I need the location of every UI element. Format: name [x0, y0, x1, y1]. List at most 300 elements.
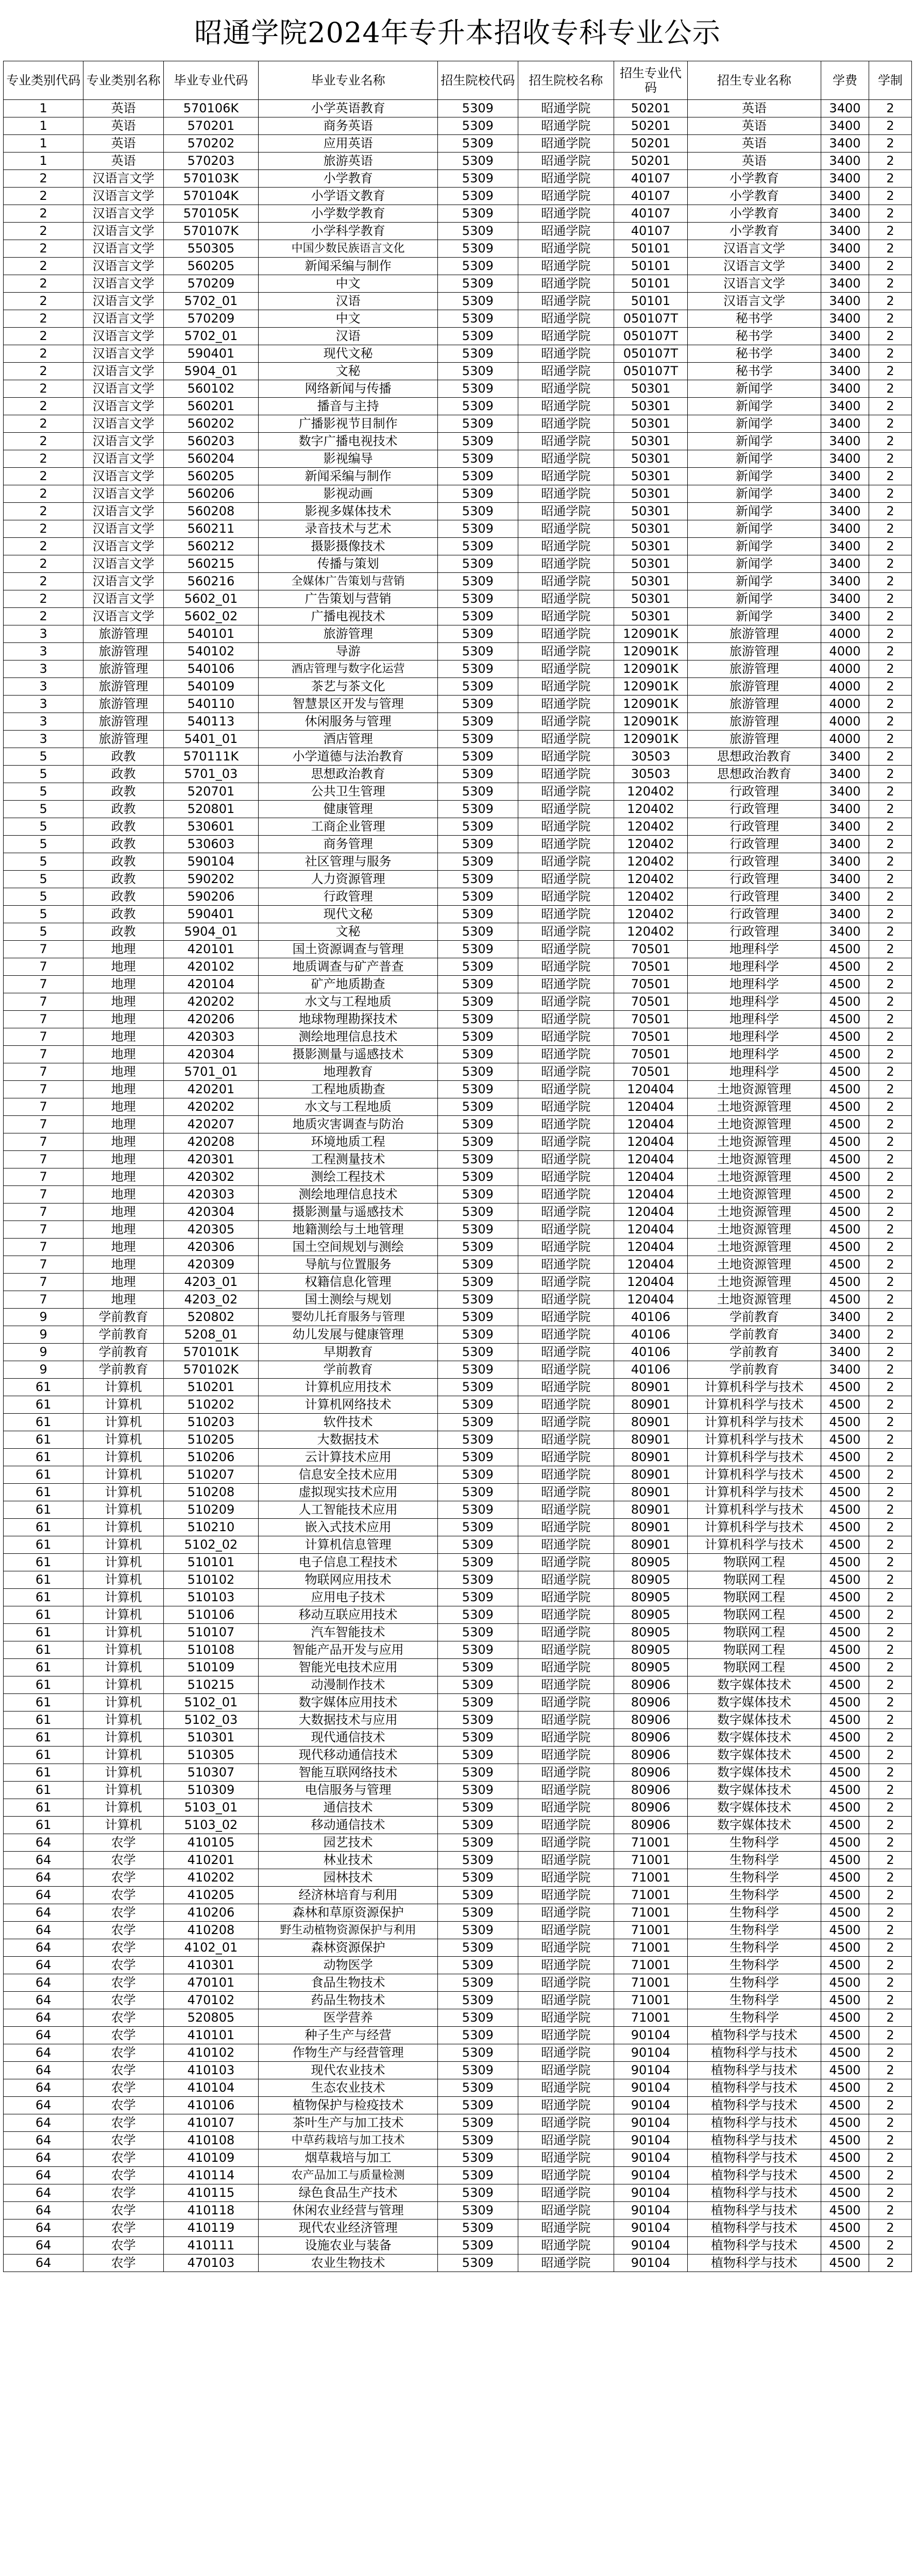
- column-header-category-code: 专业类别代码: [4, 61, 83, 100]
- cell-enroll-major-name: 新闻学: [687, 485, 821, 503]
- cell-category-code: 7: [4, 1063, 83, 1081]
- cell-enroll-major-name: 思想政治教育: [687, 748, 821, 766]
- cell-graduate-major-code: 550305: [163, 240, 258, 258]
- cell-duration: 2: [869, 766, 912, 783]
- cell-duration: 2: [869, 731, 912, 748]
- cell-school-code: 5309: [438, 117, 518, 135]
- cell-enroll-major-name: 新闻学: [687, 380, 821, 398]
- cell-graduate-major-name: 汉语: [259, 293, 438, 310]
- cell-tuition: 3400: [821, 503, 869, 520]
- cell-category-name: 汉语言文学: [83, 555, 163, 573]
- cell-category-code: 5: [4, 818, 83, 836]
- cell-duration: 2: [869, 1641, 912, 1659]
- cell-duration: 2: [869, 1326, 912, 1344]
- cell-category-code: 61: [4, 1747, 83, 1764]
- cell-category-name: 地理: [83, 1133, 163, 1151]
- cell-enroll-major-name: 计算机科学与技术: [687, 1466, 821, 1484]
- cell-school-name: 昭通学院: [518, 731, 614, 748]
- cell-category-code: 61: [4, 1641, 83, 1659]
- cell-tuition: 3400: [821, 818, 869, 836]
- cell-duration: 2: [869, 503, 912, 520]
- table-row: [4, 468, 912, 485]
- cell-school-code: 5309: [438, 1291, 518, 1309]
- cell-enroll-major-name: 植物科学与技术: [687, 2079, 821, 2097]
- cell-category-name: 农学: [83, 1869, 163, 1887]
- table-row: [4, 503, 912, 520]
- cell-enroll-major-code: 50301: [614, 450, 687, 468]
- table-row: [4, 1939, 912, 1957]
- cell-category-name: 旅游管理: [83, 713, 163, 731]
- cell-duration: 2: [869, 450, 912, 468]
- cell-category-name: 农学: [83, 2132, 163, 2149]
- cell-enroll-major-code: 120901K: [614, 696, 687, 713]
- table-row: [4, 1887, 912, 1904]
- cell-school-code: 5309: [438, 1414, 518, 1431]
- cell-school-code: 5309: [438, 2062, 518, 2079]
- cell-enroll-major-code: 90104: [614, 2202, 687, 2219]
- cell-category-name: 地理: [83, 1256, 163, 1274]
- cell-graduate-major-name: 生态农业技术: [259, 2079, 438, 2097]
- cell-school-name: 昭通学院: [518, 1519, 614, 1536]
- cell-category-code: 64: [4, 2009, 83, 2027]
- cell-school-name: 昭通学院: [518, 1711, 614, 1729]
- cell-school-code: 5309: [438, 433, 518, 450]
- table-header-row: [4, 61, 912, 100]
- table-row: [4, 1571, 912, 1589]
- cell-school-code: 5309: [438, 380, 518, 398]
- cell-enroll-major-name: 植物科学与技术: [687, 2184, 821, 2202]
- cell-school-name: 昭通学院: [518, 906, 614, 923]
- cell-category-code: 7: [4, 1028, 83, 1046]
- table-row: [4, 818, 912, 836]
- table-row: [4, 801, 912, 818]
- cell-school-code: 5309: [438, 100, 518, 117]
- cell-graduate-major-name: 嵌入式技术应用: [259, 1519, 438, 1536]
- cell-enroll-major-code: 80905: [614, 1624, 687, 1641]
- cell-category-code: 61: [4, 1676, 83, 1694]
- cell-duration: 2: [869, 1309, 912, 1326]
- cell-category-name: 计算机: [83, 1659, 163, 1676]
- cell-graduate-major-name: 植物保护与检疫技术: [259, 2097, 438, 2114]
- cell-graduate-major-name: 全媒体广告策划与营销: [259, 573, 438, 590]
- cell-enroll-major-name: 物联网工程: [687, 1659, 821, 1676]
- cell-enroll-major-name: 地理科学: [687, 1063, 821, 1081]
- cell-graduate-major-code: 5602_02: [163, 608, 258, 625]
- cell-enroll-major-name: 植物科学与技术: [687, 2149, 821, 2167]
- cell-duration: 2: [869, 117, 912, 135]
- table-row: [4, 363, 912, 380]
- table-row: [4, 100, 912, 117]
- cell-tuition: 3400: [821, 258, 869, 275]
- cell-enroll-major-name: 学前教育: [687, 1344, 821, 1361]
- cell-enroll-major-name: 植物科学与技术: [687, 2062, 821, 2079]
- cell-school-code: 5309: [438, 1992, 518, 2009]
- cell-graduate-major-name: 汽车智能技术: [259, 1624, 438, 1641]
- cell-tuition: 3400: [821, 923, 869, 941]
- cell-graduate-major-name: 测绘工程技术: [259, 1168, 438, 1186]
- cell-graduate-major-name: 软件技术: [259, 1414, 438, 1431]
- cell-enroll-major-name: 土地资源管理: [687, 1204, 821, 1221]
- cell-enroll-major-code: 50301: [614, 468, 687, 485]
- cell-tuition: 4500: [821, 1501, 869, 1519]
- cell-school-code: 5309: [438, 748, 518, 766]
- cell-enroll-major-code: 80906: [614, 1747, 687, 1764]
- cell-school-code: 5309: [438, 1116, 518, 1133]
- cell-school-name: 昭通学院: [518, 1676, 614, 1694]
- cell-graduate-major-name: 行政管理: [259, 888, 438, 906]
- cell-school-name: 昭通学院: [518, 1151, 614, 1168]
- cell-graduate-major-name: 茶艺与茶文化: [259, 678, 438, 696]
- cell-category-code: 64: [4, 2184, 83, 2202]
- table-row: [4, 1922, 912, 1939]
- cell-graduate-major-name: 电子信息工程技术: [259, 1554, 438, 1571]
- cell-category-name: 英语: [83, 100, 163, 117]
- cell-graduate-major-code: 560102: [163, 380, 258, 398]
- cell-category-name: 农学: [83, 1904, 163, 1922]
- cell-category-name: 农学: [83, 2114, 163, 2132]
- cell-duration: 2: [869, 871, 912, 888]
- cell-category-name: 政教: [83, 906, 163, 923]
- cell-graduate-major-code: 510201: [163, 1379, 258, 1396]
- cell-enroll-major-code: 71001: [614, 1904, 687, 1922]
- cell-tuition: 4000: [821, 713, 869, 731]
- cell-enroll-major-name: 计算机科学与技术: [687, 1501, 821, 1519]
- cell-category-name: 汉语言文学: [83, 450, 163, 468]
- cell-duration: 2: [869, 1379, 912, 1396]
- cell-graduate-major-code: 590104: [163, 853, 258, 871]
- cell-graduate-major-name: 智能光电技术应用: [259, 1659, 438, 1676]
- cell-category-name: 政教: [83, 923, 163, 941]
- cell-tuition: 4500: [821, 1028, 869, 1046]
- cell-category-code: 2: [4, 293, 83, 310]
- table-row: [4, 310, 912, 328]
- cell-tuition: 3400: [821, 152, 869, 170]
- cell-category-code: 61: [4, 1729, 83, 1747]
- cell-duration: 2: [869, 1694, 912, 1711]
- cell-graduate-major-name: 影视动画: [259, 485, 438, 503]
- cell-school-name: 昭通学院: [518, 117, 614, 135]
- cell-enroll-major-code: 050107T: [614, 310, 687, 328]
- cell-duration: 2: [869, 608, 912, 625]
- cell-graduate-major-code: 420304: [163, 1204, 258, 1221]
- cell-enroll-major-name: 数字媒体技术: [687, 1747, 821, 1764]
- cell-tuition: 4500: [821, 2184, 869, 2202]
- table-row: [4, 433, 912, 450]
- cell-graduate-major-code: 570111K: [163, 748, 258, 766]
- cell-enroll-major-code: 80901: [614, 1519, 687, 1536]
- cell-school-code: 5309: [438, 1887, 518, 1904]
- cell-graduate-major-code: 5208_01: [163, 1326, 258, 1344]
- cell-category-code: 2: [4, 223, 83, 240]
- cell-graduate-major-code: 5102_03: [163, 1711, 258, 1729]
- cell-tuition: 4500: [821, 2097, 869, 2114]
- cell-graduate-major-code: 510107: [163, 1624, 258, 1641]
- cell-school-code: 5309: [438, 1326, 518, 1344]
- cell-enroll-major-name: 小学教育: [687, 205, 821, 223]
- cell-graduate-major-name: 商务英语: [259, 117, 438, 135]
- cell-category-name: 计算机: [83, 1431, 163, 1449]
- cell-duration: 2: [869, 1571, 912, 1589]
- cell-duration: 2: [869, 398, 912, 415]
- cell-tuition: 4500: [821, 1659, 869, 1676]
- cell-tuition: 4500: [821, 1396, 869, 1414]
- cell-enroll-major-code: 70501: [614, 958, 687, 976]
- cell-enroll-major-code: 120404: [614, 1274, 687, 1291]
- cell-enroll-major-name: 秘书学: [687, 328, 821, 345]
- cell-graduate-major-name: 云计算技术应用: [259, 1449, 438, 1466]
- cell-graduate-major-name: 作物生产与经营管理: [259, 2044, 438, 2062]
- column-header-graduate-major-code: 毕业专业代码: [163, 61, 258, 100]
- cell-tuition: 4500: [821, 1204, 869, 1221]
- cell-tuition: 4500: [821, 2062, 869, 2079]
- table-row: [4, 2027, 912, 2044]
- cell-school-code: 5309: [438, 1939, 518, 1957]
- cell-category-name: 政教: [83, 888, 163, 906]
- cell-school-code: 5309: [438, 1274, 518, 1291]
- cell-graduate-major-name: 水文与工程地质: [259, 1098, 438, 1116]
- cell-school-name: 昭通学院: [518, 2044, 614, 2062]
- cell-graduate-major-name: 通信技术: [259, 1799, 438, 1817]
- cell-school-code: 5309: [438, 2132, 518, 2149]
- cell-graduate-major-code: 420306: [163, 1239, 258, 1256]
- cell-enroll-major-code: 90104: [614, 2149, 687, 2167]
- cell-category-name: 政教: [83, 783, 163, 801]
- column-header-enroll-major-name: 招生专业名称: [687, 61, 821, 100]
- cell-graduate-major-code: 5102_02: [163, 1536, 258, 1554]
- cell-graduate-major-code: 540109: [163, 678, 258, 696]
- cell-graduate-major-name: 动物医学: [259, 1957, 438, 1974]
- cell-school-name: 昭通学院: [518, 993, 614, 1011]
- cell-school-name: 昭通学院: [518, 1449, 614, 1466]
- cell-graduate-major-name: 地球物理勘探技术: [259, 1011, 438, 1028]
- cell-category-name: 汉语言文学: [83, 293, 163, 310]
- cell-duration: 2: [869, 2079, 912, 2097]
- cell-school-name: 昭通学院: [518, 625, 614, 643]
- cell-school-code: 5309: [438, 1396, 518, 1414]
- cell-duration: 2: [869, 643, 912, 660]
- cell-category-code: 5: [4, 766, 83, 783]
- cell-tuition: 4500: [821, 941, 869, 958]
- cell-duration: 2: [869, 853, 912, 871]
- cell-duration: 2: [869, 678, 912, 696]
- cell-school-name: 昭通学院: [518, 871, 614, 888]
- cell-graduate-major-name: 食品生物技术: [259, 1974, 438, 1992]
- cell-graduate-major-code: 470103: [163, 2255, 258, 2272]
- cell-school-code: 5309: [438, 1449, 518, 1466]
- cell-enroll-major-code: 120404: [614, 1186, 687, 1204]
- cell-tuition: 3400: [821, 853, 869, 871]
- cell-category-code: 2: [4, 415, 83, 433]
- cell-category-name: 农学: [83, 2184, 163, 2202]
- cell-category-name: 学前教育: [83, 1344, 163, 1361]
- cell-graduate-major-name: 摄影摄像技术: [259, 538, 438, 555]
- cell-enroll-major-code: 70501: [614, 976, 687, 993]
- cell-enroll-major-name: 土地资源管理: [687, 1098, 821, 1116]
- cell-enroll-major-code: 80901: [614, 1379, 687, 1396]
- cell-category-name: 旅游管理: [83, 625, 163, 643]
- cell-tuition: 3400: [821, 310, 869, 328]
- cell-enroll-major-code: 80906: [614, 1676, 687, 1694]
- cell-category-name: 农学: [83, 1922, 163, 1939]
- cell-duration: 2: [869, 2184, 912, 2202]
- cell-school-name: 昭通学院: [518, 1186, 614, 1204]
- cell-school-code: 5309: [438, 310, 518, 328]
- cell-tuition: 4500: [821, 1133, 869, 1151]
- cell-graduate-major-code: 510210: [163, 1519, 258, 1536]
- cell-enroll-major-code: 80905: [614, 1554, 687, 1571]
- cell-school-code: 5309: [438, 2184, 518, 2202]
- cell-graduate-major-code: 510102: [163, 1571, 258, 1589]
- cell-school-name: 昭通学院: [518, 1694, 614, 1711]
- cell-enroll-major-name: 旅游管理: [687, 696, 821, 713]
- table-row: [4, 1869, 912, 1887]
- cell-category-code: 3: [4, 660, 83, 678]
- cell-enroll-major-name: 新闻学: [687, 555, 821, 573]
- cell-category-code: 7: [4, 976, 83, 993]
- cell-graduate-major-name: 摄影测量与遥感技术: [259, 1204, 438, 1221]
- cell-graduate-major-code: 420101: [163, 941, 258, 958]
- cell-school-code: 5309: [438, 1729, 518, 1747]
- cell-school-name: 昭通学院: [518, 1869, 614, 1887]
- column-header-category-name: 专业类别名称: [83, 61, 163, 100]
- table-row: [4, 2062, 912, 2079]
- cell-graduate-major-name: 移动通信技术: [259, 1817, 438, 1834]
- cell-category-code: 64: [4, 1974, 83, 1992]
- cell-graduate-major-code: 410208: [163, 1922, 258, 1939]
- cell-tuition: 4500: [821, 2114, 869, 2132]
- cell-tuition: 3400: [821, 783, 869, 801]
- cell-tuition: 3400: [821, 573, 869, 590]
- cell-duration: 2: [869, 1501, 912, 1519]
- cell-tuition: 4500: [821, 1676, 869, 1694]
- cell-graduate-major-name: 矿产地质勘查: [259, 976, 438, 993]
- cell-category-name: 农学: [83, 2027, 163, 2044]
- cell-duration: 2: [869, 415, 912, 433]
- cell-graduate-major-name: 物联网应用技术: [259, 1571, 438, 1589]
- cell-tuition: 4500: [821, 1291, 869, 1309]
- cell-category-name: 汉语言文学: [83, 240, 163, 258]
- cell-enroll-major-name: 思想政治教育: [687, 766, 821, 783]
- cell-category-code: 2: [4, 450, 83, 468]
- cell-enroll-major-name: 数字媒体技术: [687, 1799, 821, 1817]
- cell-graduate-major-name: 新闻采编与制作: [259, 258, 438, 275]
- cell-school-name: 昭通学院: [518, 205, 614, 223]
- cell-tuition: 4500: [821, 1571, 869, 1589]
- table-row: [4, 2044, 912, 2062]
- cell-school-name: 昭通学院: [518, 258, 614, 275]
- cell-enroll-major-code: 71001: [614, 2009, 687, 2027]
- cell-enroll-major-code: 40107: [614, 205, 687, 223]
- cell-graduate-major-name: 国土测绘与规划: [259, 1291, 438, 1309]
- table-row: [4, 958, 912, 976]
- table-row: [4, 2237, 912, 2255]
- cell-school-name: 昭通学院: [518, 1361, 614, 1379]
- table-row: [4, 906, 912, 923]
- cell-tuition: 4500: [821, 1922, 869, 1939]
- cell-enroll-major-name: 植物科学与技术: [687, 2255, 821, 2272]
- cell-category-name: 汉语言文学: [83, 608, 163, 625]
- cell-tuition: 3400: [821, 117, 869, 135]
- cell-school-name: 昭通学院: [518, 520, 614, 538]
- table-row: [4, 573, 912, 590]
- cell-category-code: 61: [4, 1536, 83, 1554]
- cell-category-name: 政教: [83, 818, 163, 836]
- cell-category-name: 计算机: [83, 1466, 163, 1484]
- cell-school-name: 昭通学院: [518, 293, 614, 310]
- cell-graduate-major-code: 560201: [163, 398, 258, 415]
- cell-school-code: 5309: [438, 2255, 518, 2272]
- cell-school-name: 昭通学院: [518, 1887, 614, 1904]
- cell-duration: 2: [869, 1466, 912, 1484]
- cell-school-code: 5309: [438, 2097, 518, 2114]
- cell-school-code: 5309: [438, 170, 518, 188]
- cell-graduate-major-code: 510108: [163, 1641, 258, 1659]
- cell-category-name: 地理: [83, 1168, 163, 1186]
- cell-school-name: 昭通学院: [518, 503, 614, 520]
- cell-school-name: 昭通学院: [518, 1764, 614, 1782]
- cell-duration: 2: [869, 1484, 912, 1501]
- cell-school-name: 昭通学院: [518, 713, 614, 731]
- cell-duration: 2: [869, 275, 912, 293]
- cell-school-code: 5309: [438, 1694, 518, 1711]
- cell-category-name: 农学: [83, 2237, 163, 2255]
- cell-duration: 2: [869, 258, 912, 275]
- cell-duration: 2: [869, 1904, 912, 1922]
- cell-graduate-major-name: 园艺技术: [259, 1834, 438, 1852]
- cell-category-code: 64: [4, 1852, 83, 1869]
- cell-graduate-major-name: 设施农业与装备: [259, 2237, 438, 2255]
- cell-graduate-major-code: 510103: [163, 1589, 258, 1606]
- cell-category-name: 旅游管理: [83, 678, 163, 696]
- cell-tuition: 4000: [821, 643, 869, 660]
- cell-school-code: 5309: [438, 1466, 518, 1484]
- cell-category-code: 2: [4, 345, 83, 363]
- cell-graduate-major-name: 小学科学教育: [259, 223, 438, 240]
- cell-school-name: 昭通学院: [518, 1571, 614, 1589]
- cell-category-code: 9: [4, 1326, 83, 1344]
- cell-enroll-major-name: 汉语言文学: [687, 258, 821, 275]
- cell-enroll-major-name: 生物科学: [687, 1957, 821, 1974]
- cell-enroll-major-code: 40107: [614, 188, 687, 205]
- cell-school-name: 昭通学院: [518, 310, 614, 328]
- cell-duration: 2: [869, 1974, 912, 1992]
- cell-enroll-major-name: 新闻学: [687, 398, 821, 415]
- cell-enroll-major-name: 土地资源管理: [687, 1116, 821, 1133]
- cell-category-name: 地理: [83, 1186, 163, 1204]
- cell-enroll-major-code: 90104: [614, 2097, 687, 2114]
- table-row: [4, 2167, 912, 2184]
- cell-school-name: 昭通学院: [518, 188, 614, 205]
- cell-school-name: 昭通学院: [518, 590, 614, 608]
- cell-graduate-major-name: 园林技术: [259, 1869, 438, 1887]
- cell-category-code: 7: [4, 1133, 83, 1151]
- cell-school-code: 5309: [438, 363, 518, 380]
- cell-duration: 2: [869, 1414, 912, 1431]
- cell-graduate-major-name: 计算机网络技术: [259, 1396, 438, 1414]
- cell-school-name: 昭通学院: [518, 1904, 614, 1922]
- cell-school-code: 5309: [438, 1974, 518, 1992]
- cell-category-code: 64: [4, 2167, 83, 2184]
- cell-school-code: 5309: [438, 731, 518, 748]
- cell-category-name: 计算机: [83, 1817, 163, 1834]
- cell-duration: 2: [869, 345, 912, 363]
- cell-category-name: 计算机: [83, 1606, 163, 1624]
- cell-enroll-major-name: 新闻学: [687, 573, 821, 590]
- cell-enroll-major-name: 新闻学: [687, 433, 821, 450]
- cell-enroll-major-name: 土地资源管理: [687, 1133, 821, 1151]
- cell-graduate-major-name: 酒店管理: [259, 731, 438, 748]
- cell-school-name: 昭通学院: [518, 100, 614, 117]
